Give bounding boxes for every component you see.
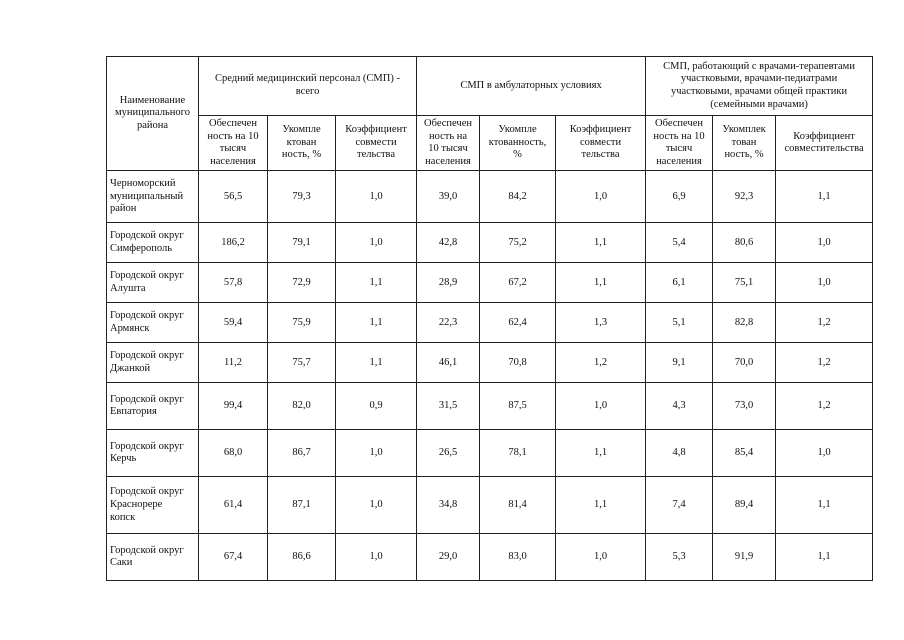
- group-header-row: [107, 57, 873, 116]
- value-cell: 62,4: [480, 303, 556, 343]
- value-cell: 34,8: [417, 477, 480, 534]
- value-cell: 75,1: [713, 263, 776, 303]
- value-cell: 75,2: [480, 223, 556, 263]
- district-name-cell: Черноморский муниципальный район: [107, 171, 199, 223]
- value-cell: 1,2: [776, 383, 873, 430]
- value-cell: 1,0: [776, 263, 873, 303]
- district-name-cell: Городской округ Армянск: [107, 303, 199, 343]
- table-row: [107, 477, 873, 534]
- value-cell: 89,4: [713, 477, 776, 534]
- district-name-cell: Городской округ Джанкой: [107, 343, 199, 383]
- sub-header-row: [107, 116, 873, 171]
- value-cell: 87,1: [268, 477, 336, 534]
- value-cell: 1,0: [556, 383, 646, 430]
- value-cell: 1,2: [776, 343, 873, 383]
- value-cell: 26,5: [417, 430, 480, 477]
- value-cell: 1,1: [336, 263, 417, 303]
- value-cell: 86,7: [268, 430, 336, 477]
- value-cell: 22,3: [417, 303, 480, 343]
- table-row: [107, 171, 873, 223]
- value-cell: 1,0: [556, 171, 646, 223]
- column-header-name: Наименование муниципального района: [107, 57, 199, 171]
- value-cell: 79,1: [268, 223, 336, 263]
- value-cell: 1,3: [556, 303, 646, 343]
- value-cell: 72,9: [268, 263, 336, 303]
- value-cell: 1,1: [776, 477, 873, 534]
- value-cell: 1,0: [556, 534, 646, 581]
- value-cell: 82,0: [268, 383, 336, 430]
- value-cell: 7,4: [646, 477, 713, 534]
- value-cell: 1,0: [336, 223, 417, 263]
- value-cell: 1,0: [336, 534, 417, 581]
- column-header-coefficient: Коэффициент совмести тельства: [336, 116, 417, 171]
- table-row: [107, 223, 873, 263]
- column-header-provision: Обеспечен ность на 10 тысяч населения: [417, 116, 480, 171]
- value-cell: 1,1: [336, 343, 417, 383]
- value-cell: 56,5: [199, 171, 268, 223]
- value-cell: 67,4: [199, 534, 268, 581]
- value-cell: 1,1: [336, 303, 417, 343]
- value-cell: 1,0: [776, 223, 873, 263]
- table-row: [107, 534, 873, 581]
- value-cell: 6,1: [646, 263, 713, 303]
- column-header-provision: Обеспечен ность на 10 тысяч населения: [646, 116, 713, 171]
- value-cell: 1,1: [776, 171, 873, 223]
- column-header-coefficient: Коэффициент совмести тельства: [556, 116, 646, 171]
- value-cell: 1,1: [556, 477, 646, 534]
- value-cell: 1,2: [776, 303, 873, 343]
- value-cell: 83,0: [480, 534, 556, 581]
- group-header-ambulatory: СМП в амбулаторных условиях: [417, 57, 646, 116]
- value-cell: 1,1: [556, 263, 646, 303]
- value-cell: 186,2: [199, 223, 268, 263]
- value-cell: 81,4: [480, 477, 556, 534]
- value-cell: 1,1: [556, 430, 646, 477]
- value-cell: 70,8: [480, 343, 556, 383]
- value-cell: 85,4: [713, 430, 776, 477]
- column-header-coefficient: Коэффициент совместительства: [776, 116, 873, 171]
- table-row: [107, 383, 873, 430]
- value-cell: 82,8: [713, 303, 776, 343]
- column-header-provision: Обеспечен ность на 10 тысяч населения: [199, 116, 268, 171]
- value-cell: 1,1: [776, 534, 873, 581]
- value-cell: 91,9: [713, 534, 776, 581]
- column-header-staffing: Укомпле ктованность, %: [480, 116, 556, 171]
- table-row: [107, 303, 873, 343]
- table-body: [107, 171, 873, 581]
- value-cell: 87,5: [480, 383, 556, 430]
- value-cell: 1,2: [556, 343, 646, 383]
- column-header-staffing: Укомплек тован ность, %: [713, 116, 776, 171]
- value-cell: 68,0: [199, 430, 268, 477]
- value-cell: 5,1: [646, 303, 713, 343]
- district-name-cell: Городской округ Саки: [107, 534, 199, 581]
- value-cell: 42,8: [417, 223, 480, 263]
- value-cell: 6,9: [646, 171, 713, 223]
- value-cell: 59,4: [199, 303, 268, 343]
- value-cell: 79,3: [268, 171, 336, 223]
- value-cell: 28,9: [417, 263, 480, 303]
- value-cell: 67,2: [480, 263, 556, 303]
- district-name-cell: Городской округ Евпатория: [107, 383, 199, 430]
- value-cell: 99,4: [199, 383, 268, 430]
- value-cell: 70,0: [713, 343, 776, 383]
- value-cell: 29,0: [417, 534, 480, 581]
- value-cell: 0,9: [336, 383, 417, 430]
- table-row: [107, 263, 873, 303]
- group-header-total: Средний медицинский персонал (СМП) - всего: [199, 57, 417, 116]
- group-header-gp: СМП, работающий с врачами-терапевтами участковыми, врачами-педиатрами участковыми, врачами общей практики (семейными врачами): [646, 57, 873, 116]
- value-cell: 1,0: [776, 430, 873, 477]
- value-cell: 1,0: [336, 171, 417, 223]
- value-cell: 31,5: [417, 383, 480, 430]
- data-table: [106, 56, 873, 581]
- value-cell: 80,6: [713, 223, 776, 263]
- value-cell: 73,0: [713, 383, 776, 430]
- district-name-cell: Городской округ Красноpере копск: [107, 477, 199, 534]
- table-row: [107, 343, 873, 383]
- value-cell: 84,2: [480, 171, 556, 223]
- value-cell: 78,1: [480, 430, 556, 477]
- value-cell: 39,0: [417, 171, 480, 223]
- value-cell: 11,2: [199, 343, 268, 383]
- value-cell: 9,1: [646, 343, 713, 383]
- district-name-cell: Городской округ Керчь: [107, 430, 199, 477]
- value-cell: 92,3: [713, 171, 776, 223]
- value-cell: 86,6: [268, 534, 336, 581]
- value-cell: 57,8: [199, 263, 268, 303]
- value-cell: 75,7: [268, 343, 336, 383]
- value-cell: 61,4: [199, 477, 268, 534]
- value-cell: 1,1: [556, 223, 646, 263]
- value-cell: 4,8: [646, 430, 713, 477]
- table-row: [107, 430, 873, 477]
- value-cell: 5,3: [646, 534, 713, 581]
- district-name-cell: Городской округ Алушта: [107, 263, 199, 303]
- value-cell: 4,3: [646, 383, 713, 430]
- value-cell: 1,0: [336, 477, 417, 534]
- district-name-cell: Городской округ Симферополь: [107, 223, 199, 263]
- value-cell: 75,9: [268, 303, 336, 343]
- column-header-staffing: Укомпле ктован ность, %: [268, 116, 336, 171]
- value-cell: 46,1: [417, 343, 480, 383]
- value-cell: 1,0: [336, 430, 417, 477]
- value-cell: 5,4: [646, 223, 713, 263]
